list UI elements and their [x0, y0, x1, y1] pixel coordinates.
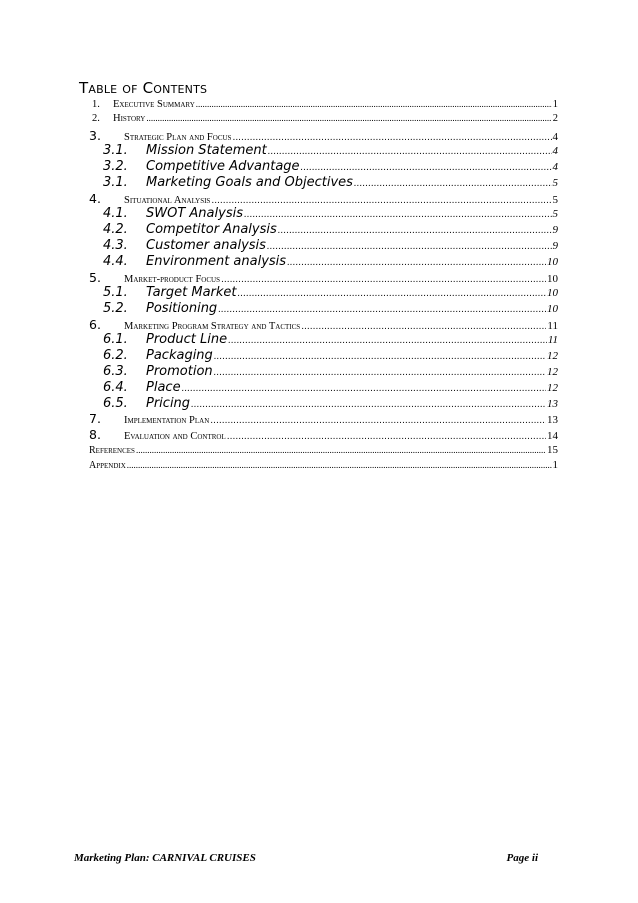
toc-entry-page: 4: [552, 131, 558, 143]
toc-entry-page: 12: [547, 382, 558, 394]
toc-dot-leader: [267, 242, 552, 252]
toc-entry-label: Evaluation and Control: [124, 431, 226, 442]
toc-entry-number: 2.: [92, 113, 100, 124]
toc-dot-leader: [244, 210, 552, 220]
footer-page-number: Page ii: [506, 852, 538, 864]
toc-entry-label: Promotion: [146, 364, 213, 379]
toc-entry-label: Marketing Program Strategy and Tactics: [124, 321, 301, 332]
toc-entry-number: 6.1.: [103, 332, 128, 347]
toc-entry-label: Product Line: [146, 332, 228, 347]
toc-entry-page: 10: [547, 256, 558, 268]
toc-entry-page: 4: [552, 145, 558, 157]
toc-entry-label: Place: [146, 380, 181, 395]
toc-entry-packaging[interactable]: [103, 348, 558, 363]
toc-entry-label: Positioning: [146, 301, 218, 316]
toc-entry-number: 5.1.: [103, 285, 128, 300]
toc-entry-situational-analysis[interactable]: [89, 191, 558, 206]
toc-entry-label: References: [89, 445, 135, 456]
toc-dot-leader: [146, 113, 551, 123]
toc-entry-place[interactable]: [103, 380, 558, 395]
toc-dot-leader: [214, 352, 546, 362]
toc-entry-page: 5: [552, 194, 558, 206]
toc-entry-label: Implementation Plan: [124, 415, 210, 426]
toc-entry-marketing-goals[interactable]: [103, 175, 558, 190]
toc-dot-leader: [136, 445, 546, 455]
toc-entry-page: 12: [547, 350, 558, 362]
toc-entry-number: 5.: [89, 270, 101, 285]
toc-dot-leader: [287, 258, 546, 268]
toc-dot-leader: [191, 400, 546, 410]
toc-entry-label: SWOT Analysis: [146, 206, 243, 221]
toc-dot-leader: [211, 196, 551, 206]
toc-entry-page: 13: [547, 398, 558, 410]
toc-entry-competitive-advantage[interactable]: [103, 159, 558, 174]
toc-entry-evaluation-control[interactable]: [89, 427, 558, 442]
toc-entry-number: 8.: [89, 427, 101, 442]
toc-entry-number: 6.4.: [103, 380, 128, 395]
toc-entry-label: Strategic Plan and Focus: [124, 132, 232, 143]
toc-entry-label: Market-product Focus: [124, 274, 220, 285]
footer-document-title: Marketing Plan: CARNIVAL CRUISES: [74, 852, 256, 864]
toc-entry-label: Executive Summary: [113, 99, 195, 110]
toc-entry-mission-statement[interactable]: [103, 143, 558, 158]
toc-entry-history[interactable]: [92, 113, 558, 124]
toc-entry-label: Pricing: [146, 396, 191, 411]
toc-entry-number: 4.3.: [103, 238, 128, 253]
toc-entry-promotion[interactable]: [103, 364, 558, 379]
toc-entry-product-line[interactable]: [103, 332, 558, 347]
toc-entry-number: 4.4.: [103, 254, 128, 269]
toc-dot-leader: [232, 133, 551, 143]
toc-entry-number: 5.2.: [103, 301, 128, 316]
toc-entry-page: 11: [547, 334, 558, 346]
toc-dot-leader: [214, 368, 546, 378]
toc-entry-page: 9: [552, 240, 558, 252]
toc-entry-label: Customer analysis: [146, 238, 266, 253]
toc-entry-number: 6.: [89, 317, 101, 332]
toc-dot-leader: [228, 336, 547, 346]
toc-dot-leader: [196, 99, 552, 109]
toc-entry-marketing-program[interactable]: [89, 317, 558, 332]
toc-entry-number: 4.: [89, 191, 101, 206]
page-footer: [74, 852, 538, 864]
toc-entry-label: History: [113, 113, 146, 124]
toc-entry-page: 10: [547, 287, 558, 299]
toc-title: Table of Contents: [79, 79, 208, 97]
toc-dot-leader: [127, 460, 552, 470]
toc-dot-leader: [278, 226, 552, 236]
toc-entry-label: Environment analysis: [146, 254, 287, 269]
toc-dot-leader: [210, 416, 546, 426]
toc-entry-label: Competitor Analysis: [146, 222, 277, 237]
toc-dot-leader: [182, 384, 546, 394]
toc-entry-number: 3.: [89, 128, 101, 143]
toc-entry-label: Competitive Advantage: [146, 159, 300, 174]
toc-entry-page: 10: [547, 273, 558, 285]
toc-entry-number: 3.1.: [103, 143, 128, 158]
toc-entry-target-market[interactable]: [103, 285, 558, 300]
toc-entry-label: Situational Analysis: [124, 195, 211, 206]
toc-dot-leader: [301, 322, 546, 332]
toc-entry-page: 12: [547, 366, 558, 378]
toc-entry-page: 14: [547, 430, 558, 442]
toc-entry-page: 1: [552, 99, 558, 110]
toc-entry-page: 2: [552, 113, 558, 124]
toc-entry-competitor-analysis[interactable]: [103, 222, 558, 237]
toc-entry-pricing[interactable]: [103, 396, 558, 411]
toc-entry-number: 4.1.: [103, 206, 128, 221]
toc-dot-leader: [221, 275, 546, 285]
toc-entry-references[interactable]: [89, 444, 558, 456]
toc-entry-number: 3.1.: [103, 175, 128, 190]
toc-entry-market-product-focus[interactable]: [89, 270, 558, 285]
toc-entry-label: Mission Statement: [146, 143, 267, 158]
toc-dot-leader: [238, 289, 546, 299]
toc-dot-leader: [268, 147, 552, 157]
toc-entry-page: 10: [547, 303, 558, 315]
toc-entry-number: 3.2.: [103, 159, 128, 174]
toc-entry-number: 1.: [92, 99, 100, 110]
toc-entry-page: 4: [552, 161, 558, 173]
toc-entry-page: 5: [552, 208, 558, 220]
toc-entry-number: 6.3.: [103, 364, 128, 379]
toc-entry-page: 15: [547, 444, 558, 456]
toc-dot-leader: [218, 305, 546, 315]
toc-entry-label: Appendix: [89, 460, 126, 471]
toc-entry-environment-analysis[interactable]: [103, 254, 558, 269]
toc-entry-executive-summary[interactable]: [92, 99, 558, 110]
toc-entry-number: 6.5.: [103, 396, 128, 411]
toc-entry-number: 4.2.: [103, 222, 128, 237]
toc-dot-leader: [301, 163, 552, 173]
toc-entry-page: 1: [552, 459, 558, 471]
toc-entry-label: Target Market: [146, 285, 237, 300]
toc-entry-swot-analysis[interactable]: [103, 206, 558, 221]
toc-entry-page: 5: [552, 177, 558, 189]
toc-dot-leader: [354, 179, 552, 189]
toc-entry-positioning[interactable]: [103, 301, 558, 316]
toc-entry-page: 13: [547, 414, 558, 426]
toc-entry-customer-analysis[interactable]: [103, 238, 558, 253]
toc-entry-number: 6.2.: [103, 348, 128, 363]
toc-entry-number: 7.: [89, 411, 101, 426]
toc-entry-label: Packaging: [146, 348, 213, 363]
toc-dot-leader: [227, 432, 546, 442]
toc-entry-page: 9: [552, 224, 558, 236]
toc-entry-label: Marketing Goals and Objectives: [146, 175, 353, 190]
toc-entry-strategic-plan[interactable]: [89, 128, 558, 143]
toc-entry-appendix[interactable]: [89, 459, 558, 471]
toc-entry-page: 11: [547, 320, 558, 332]
toc-entry-implementation-plan[interactable]: [89, 411, 558, 426]
